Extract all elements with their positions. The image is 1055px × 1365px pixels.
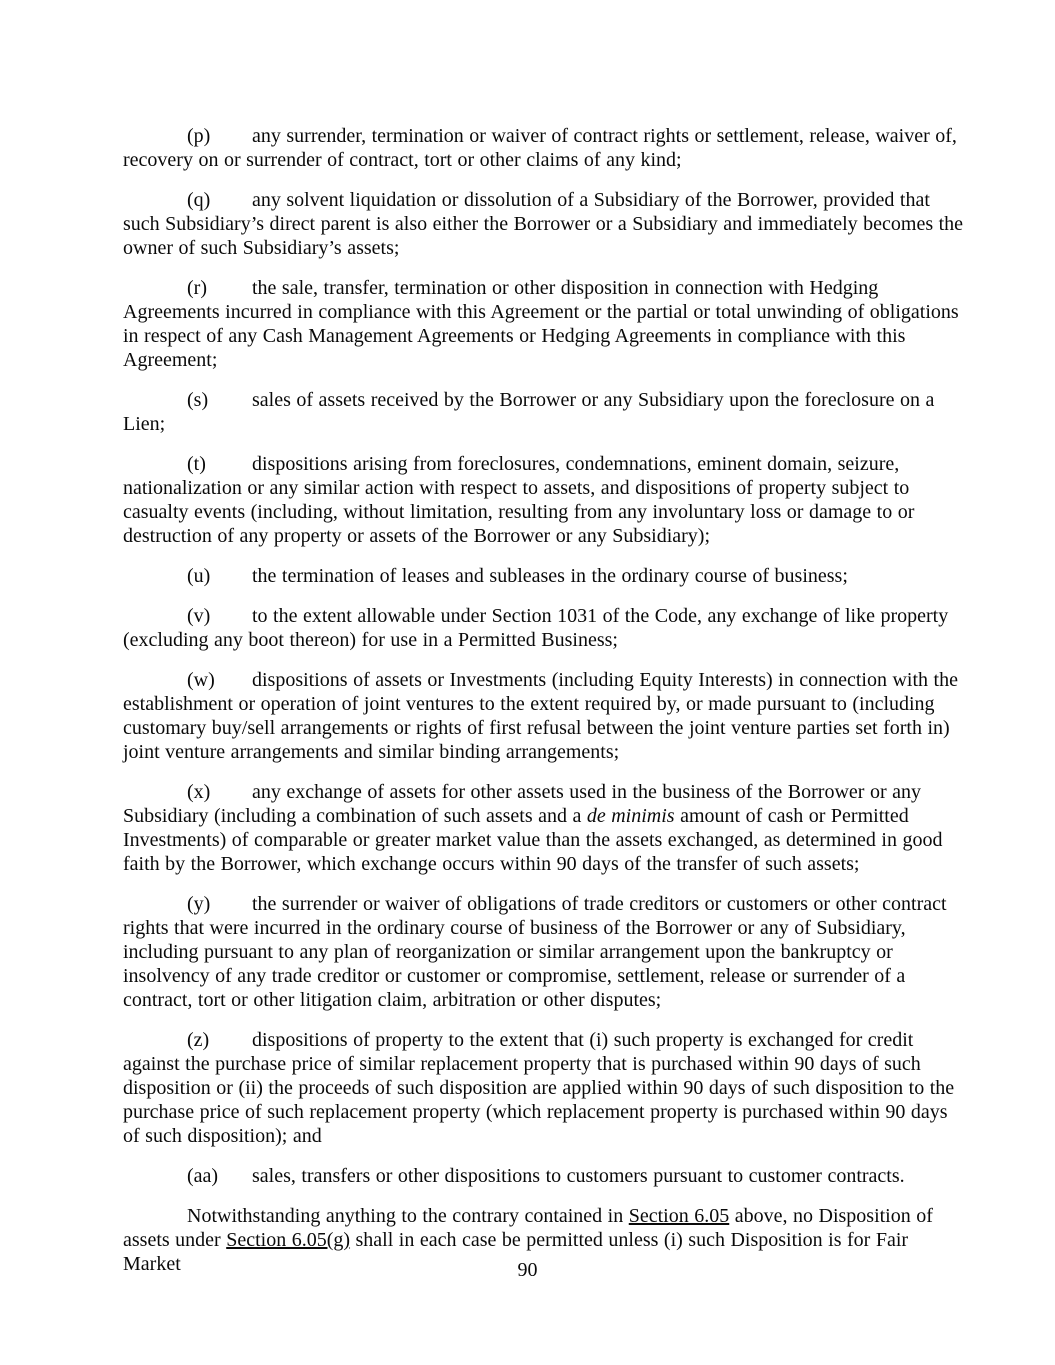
clause-label: (y): [187, 893, 211, 915]
clause-text: to the extent allowable under Section 1031 of the Code, any exchange of like property (excluding any boot thereon) for use in a Permitted Business;: [123, 605, 949, 651]
clause-label: (q): [187, 189, 211, 211]
clause-text: any surrender, termination or waiver of contract rights or settlement, release, waiver of, recovery on or surrender of contract, tort or other claims of any kind;: [123, 125, 957, 171]
clause-label: (r): [187, 277, 207, 299]
clause-label: (t): [187, 453, 206, 475]
clause-text: amount of cash or Permitted Investments) of comparable or greater market value than the assets exchanged, as determined in good faith by the Borrower, which exchange occurs within 90 days of the transfer of such assets;: [123, 805, 943, 875]
clause-aa: [123, 1164, 965, 1188]
clause-text: the surrender or waiver of obligations of trade creditors or customers or other contract rights that were incurred in the ordinary course of business of the Borrower or any of Subsidiary, including pursuant to any plan of reorganization or similar arrangement upon the bankruptcy or insolvency of any trade creditor or customer or compromise, settlement, release or surrender of a contract, tort or other litigation claim, arbitration or other disputes;: [123, 893, 947, 1011]
clause-text: sales, transfers or other dispositions to customers pursuant to customer contracts.: [252, 1165, 905, 1187]
document-body: [123, 124, 965, 1292]
section-reference: Section 6.05(g): [226, 1229, 351, 1251]
clause-x: [123, 780, 965, 876]
clause-text: any solvent liquidation or dissolution of a Subsidiary of the Borrower, provided that such Subsidiary’s direct parent is also either the Borrower or a Subsidiary and immediately becomes the owner of such Subsidiary’s assets;: [123, 189, 964, 259]
clause-t: [123, 452, 965, 548]
clause-q: [123, 188, 965, 260]
clause-label: (z): [187, 1029, 210, 1051]
section-reference: Section 6.05: [628, 1205, 730, 1227]
clause-text: dispositions of assets or Investments (including Equity Interests) in connection with the establishment or operation of joint ventures to the extent required by, or made pursuant to (including customary buy/sell arrangements or rights of first refusal between the joint venture parties set forth in) joint venture arrangements and similar binding arrangements;: [123, 669, 958, 763]
clause-label: (p): [187, 125, 211, 147]
clause-p: [123, 124, 965, 172]
clause-label: (v): [187, 605, 211, 627]
clause-label: (aa): [187, 1165, 219, 1187]
emphasized-term: de minimis: [586, 805, 675, 827]
clause-s: [123, 388, 965, 436]
clause-z: [123, 1028, 965, 1148]
clause-text: above, no Disposition of assets under: [123, 1205, 933, 1251]
clause-v: [123, 604, 965, 652]
clause-u: [123, 564, 965, 588]
clause-text: any exchange of assets for other assets used in the business of the Borrower or any Subsidiary (including a combination of such assets and a: [123, 781, 921, 827]
clause-w: [123, 668, 965, 764]
clause-text: the termination of leases and subleases in the ordinary course of business;: [252, 565, 848, 587]
clause-text: shall in each case be permitted unless (i) such Disposition is for Fair Market: [123, 1229, 909, 1275]
clause-label: (w): [187, 669, 215, 691]
clause-text: dispositions arising from foreclosures, condemnations, eminent domain, seizure, nationalization or any similar action with respect to assets, and dispositions of property subject to casualty events (including, without limitation, resulting from any involuntary loss or damage to or destruction of any property or assets of the Borrower or any Subsidiary);: [123, 453, 915, 547]
clause-text: the sale, transfer, termination or other disposition in connection with Hedging Agreements incurred in compliance with this Agreement or the partial or total unwinding of obligations in respect of any Cash Management Agreements or Hedging Agreements in compliance with this Agreement;: [123, 277, 959, 371]
clause-label: (u): [187, 565, 211, 587]
clause-text: sales of assets received by the Borrower or any Subsidiary upon the foreclosure on a Lien;: [123, 389, 935, 435]
page-number: 90: [517, 1259, 538, 1281]
clause-y: [123, 892, 965, 1012]
clause-label: (s): [187, 389, 209, 411]
clause-label: (x): [187, 781, 211, 803]
clause-text: dispositions of property to the extent that (i) such property is exchanged for credit against the purchase price of similar replacement property that is purchased within 90 days of such disposition or (ii) the proceeds of such disposition are applied within 90 days of such disposition to the purchase price of such replacement property (which replacement property is purchased within 90 days of such disposition); and: [123, 1029, 955, 1147]
clause-r: [123, 276, 965, 372]
clause-text: Notwithstanding anything to the contrary contained in: [187, 1205, 629, 1227]
